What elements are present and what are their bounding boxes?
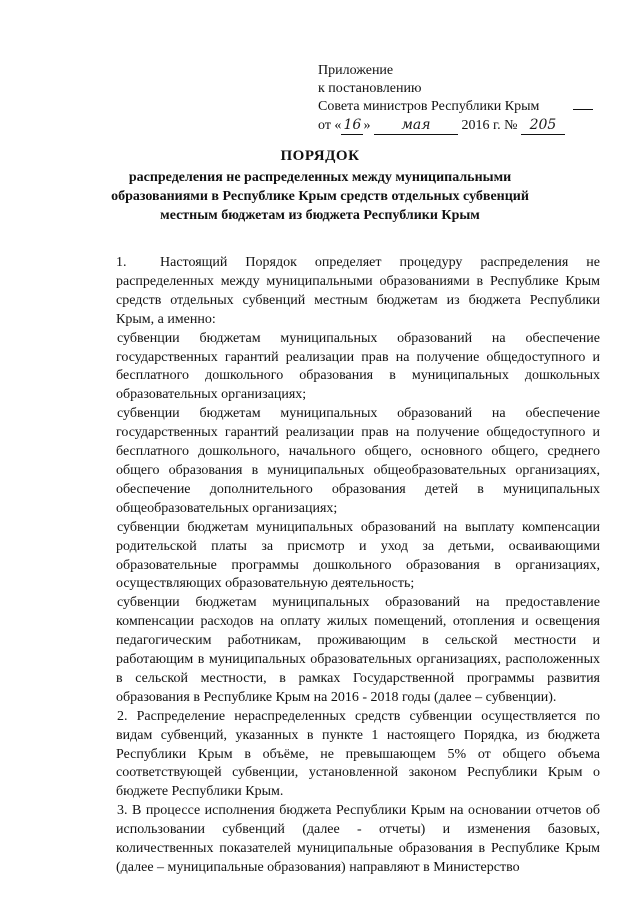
appendix-line2: к постановлению [318,81,422,96]
paragraph-2: субвенции бюджетам муниципальных образований на обеспечение государственных гарантий реализации прав на получение общедоступного и бесплатного дошкольного образования в муниципальных дошкольных образовательных организациях; [116,330,600,403]
appendix-line1: Приложение [318,63,394,78]
appendix-line3: Совета министров Республики Крым [318,99,540,114]
paragraph-6: 2. Распределение нераспределенных средств субвенции осуществляется по видам субвенций, указанных в пункте 1 настоящего Порядка, из бюджета Республики Крым в объёме, не превышающем 5% от общего объема соответствующей субвенции, установленной законом Республики Крым о бюджете Республики Крым. [116,708,600,800]
date-year: 2016 г. № [461,118,518,133]
document-subtitle [0,168,640,225]
appendix-date-line [318,116,565,135]
date-prefix: от « [318,118,342,133]
paragraph-1-number: 1. [116,255,127,270]
paragraph-3: субвенции бюджетам муниципальных образований на обеспечение государственных гарантий реализации прав на получение общедоступного и бесплатного дошкольного, начального общего, основного общего, среднего общего образования в муниципальных общеобразовательных организациях, обеспечение дополнительного образования детей в муниципальных общеобразовательных организациях; [116,406,600,516]
paragraph-7: 3. В процессе исполнения бюджета Республики Крым на основании отчетов об использовании субвенций (далее - отчеты) и изменения базовых, количественных показателей муниципальные образования в Республике Крым (далее – муниципальные образования) направляют в Министерство [116,803,600,875]
date-day: 16 [341,116,363,135]
paragraph-1 [116,254,600,330]
document-body [116,254,600,878]
subtitle-line3: местным бюджетам из бюджета Республики Крым [160,208,480,223]
appendix-block [318,62,565,135]
signature-dash [573,109,593,110]
subtitle-line2: образованиями в Республике Крым средств отдельных субвенций [111,189,529,204]
decree-number: 205 [521,116,565,135]
document-title: ПОРЯДОК [280,148,360,164]
paragraph-1-text: Настоящий Порядок определяет процедуру распределения не распределенных между муниципальными образованиями в Республике Крым средств отдельных субвенций местным бюджетам из бюджета Республики Крым, а именно: [116,255,600,327]
paragraph-5: субвенции бюджетам муниципальных образований на предоставление компенсации расходов на оплату жилых помещений, отопления и освещения педагогическим работникам, проживающим в сельской местности и работающим в муниципальных образовательных организациях, расположенных в сельской местности, в рамках Государственной программы развития образования в Республике Крым на 2016 - 2018 годы (далее – субвенции). [116,595,600,705]
date-quote: » [363,118,371,133]
subtitle-line1: распределения не распределенных между муниципальными [128,170,512,185]
paragraph-4: субвенции бюджетам муниципальных образований на выплату компенсации родительской платы за присмотр и уход за детьми, осваивающими образовательные программы дошкольного образования в организациях, осуществляющих образовательную деятельность; [116,519,600,592]
date-month: мая [374,116,458,135]
